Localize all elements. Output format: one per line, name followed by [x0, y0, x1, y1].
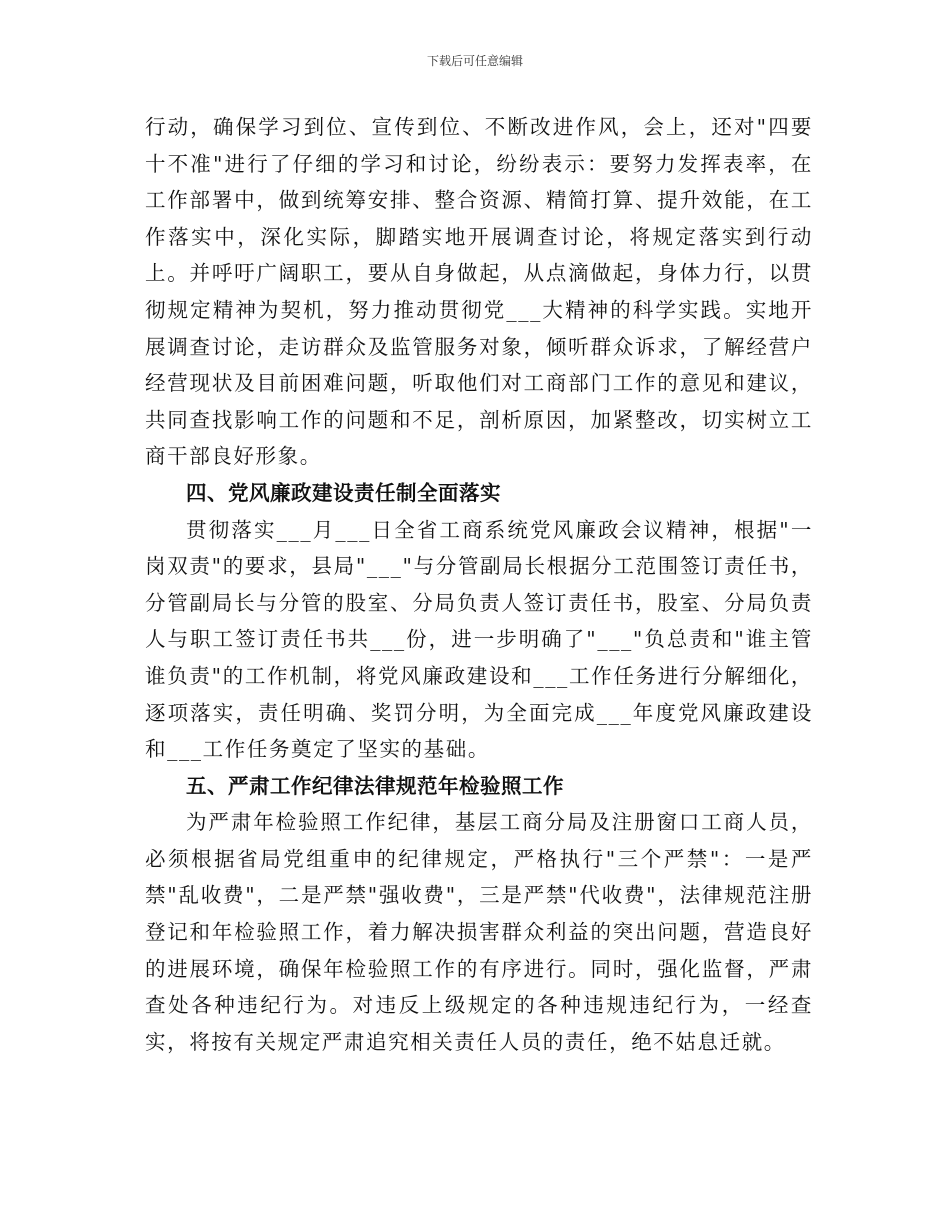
paragraph-party-conduct: 贯彻落实___月___日全省工商系统党风廉政会议精神，根据"一岗双责"的要求，县局"___"与分管副局长根据分工范围签订责任书，分管副局长与分管的股室、分局负责人签订责任书，股室、分局负责人与职工签订责任书共___份，进一步明确了"___"负总责和"谁主管谁负责"的工作机制，将党风廉政建设和___工作任务进行分解细化，逐项落实，责任明确、奖罚分明，为全面完成___年度党风廉政建设和___工作任务奠定了坚实的基础。 — [145, 517, 813, 762]
paragraph-annual-inspection: 为严肃年检验照工作纪律，基层工商分局及注册窗口工商人员，必须根据省局党组重申的纪律规定，严格执行"三个严禁"：一是严禁"乱收费"，二是严禁"强收费"，三是严禁"代收费"，法律规范注册登记和年检验照工作，着力解决损害群众利益的突出问题，营造良好的进展环境，确保年检验照工作的有序进行。同时，强化监督，严肃查处各种违纪行为。对违反上级规定的各种违规违纪行为，一经查实，将按有关规定严肃追究相关责任人员的责任，绝不姑息迁就。 — [145, 810, 813, 1054]
document-body — [145, 109, 813, 1060]
section-heading-five: 五、严肃工作纪律法律规范年检验照工作 — [186, 773, 564, 798]
paragraph-continuation: 行动，确保学习到位、宣传到位、不断改进作风，会上，还对"四要十不准"进行了仔细的学习和讨论，纷纷表示：要努力发挥表率，在工作部署中，做到统筹安排、整合资源、精简打算、提升效能，在工作落实中，深化实际，脚踏实地开展调查讨论，将规定落实到行动上。并呼吁广阔职工，要从自身做起，从点滴做起，身体力行，以贯彻规定精神为契机，努力推动贯彻党___大精神的科学实践。实地开展调查讨论，走访群众及监管服务对象，倾听群众诉求，了解经营户经营现状及目前困难问题，听取他们对工商部门工作的意见和建议，共同查找影响工作的问题和不足，剖析原因，加紧整改，切实树立工商干部良好形象。 — [145, 115, 813, 469]
section-heading-four: 四、党风廉政建设责任制全面落实 — [186, 480, 501, 505]
page-header: 下载后可任意编辑 — [426, 54, 523, 68]
